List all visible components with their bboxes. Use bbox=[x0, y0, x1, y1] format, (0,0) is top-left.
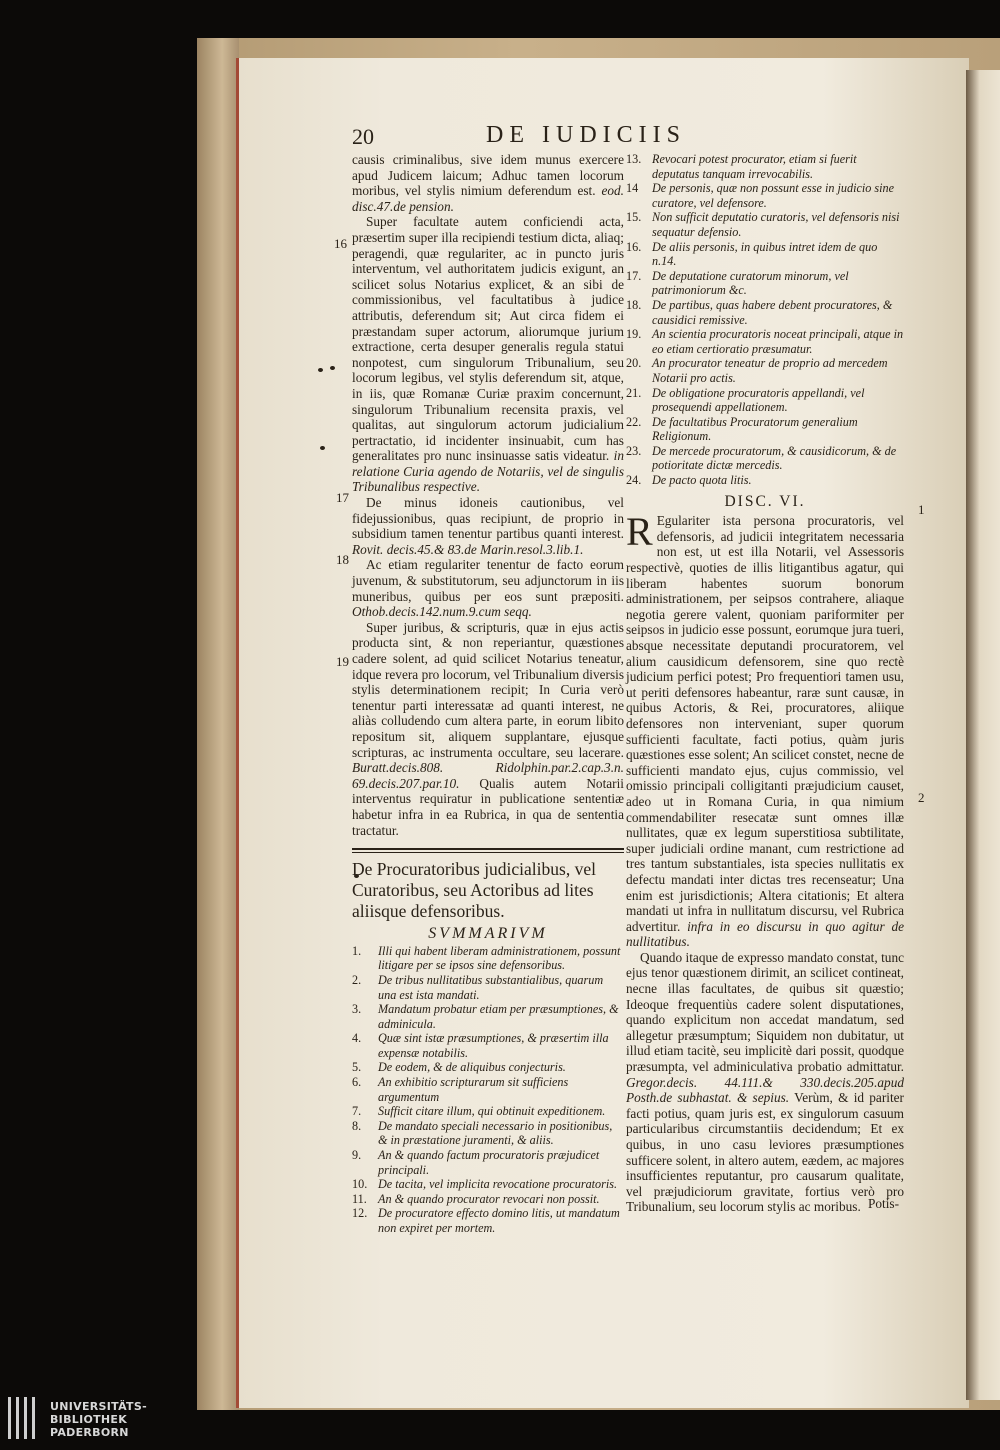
summary-number: 20. bbox=[626, 356, 642, 371]
library-logo-icon bbox=[8, 1397, 38, 1439]
paragraph: De minus idoneis cautionibus, vel fidejussionibus, quas recipiunt, de proprio in subsidium tamen tenentur partibus quanti interest. Rovit. decis.45.& 83.de Marin.resol.3.lib.1. bbox=[352, 495, 624, 557]
summary-item bbox=[352, 1031, 624, 1060]
summary-item bbox=[352, 1060, 624, 1075]
paragraph: causis criminalibus, sive idem munus exercere apud Judicem laicum; Adhuc tamen locorum moribus, vel stylis nimium deferendum est. eod. disc.47.de pension. bbox=[352, 152, 625, 214]
ink-mark bbox=[318, 368, 323, 372]
summary-item bbox=[352, 1148, 624, 1177]
summary-item bbox=[626, 444, 904, 473]
summary-number: 17. bbox=[626, 268, 642, 283]
summary-item bbox=[626, 152, 904, 181]
margin-note: 17 bbox=[336, 490, 349, 505]
summary-text: An scientia procuratoris noceat principali, atque in eo etiam certioratio præsumatur. bbox=[652, 327, 904, 356]
summary-text: De partibus, quas habere debent procuratores, & causidici remissive. bbox=[652, 297, 893, 327]
summary-list bbox=[352, 944, 624, 1236]
summary-item bbox=[352, 1075, 624, 1104]
paragraph: R Egulariter ista persona procuratoris, vel defensoris, ad judicii integritatem necessaria non est, ut est illa Notarii, vel Assessoris respectivè, quoties de illis litigantibus agatur, qui liberam habentes suorum bonorum administrationem, per seipsos contrahere, aliaque negotia gerere valent, quoniam pariformiter per seipsos in judicio esse possunt, eorumque jura tueri, absque necessitate deputandi procuratorem, vel alium causidicum defensorem, sine quo rectè judicium perfici potest; Pro frequentiori tamen usu, ut periti defensores habeantur, raræ sunt causæ, in quibus Actoris, & Rei, procuratores, aliique defensores non interveniant, super quorum sufficienti facultate, facti potius, quàm juris quæstiones esse solent; An scilicet constet, necne de sufficienti mandato ejus, cujus commissio, vel omissio principali colligitanti præjudicium causet, adeo ut in Romana Curia, in qua nimium commendabiliter resecatæ sunt omnes illæ nullitates, quæ ex legum superstitiosa subtilitate, super judiciali ordine manant, cum restrictione ad tres tantum substantiales, ista species nullitatis ex defectu mandati inter dictas tres recenseatur; Una enim est jurisdictionis; Altera citationis; Et altera mandati ut infra in nullitatum discursu, vel Rubrica advertitur. infra in eo discursu in quo agitur de nullitatibus. bbox=[626, 509, 905, 950]
summary-number: 11. bbox=[352, 1191, 367, 1206]
summary-item bbox=[626, 415, 904, 444]
summary-number: 13. bbox=[626, 152, 642, 166]
summary-number: 4. bbox=[352, 1031, 362, 1046]
summary-item bbox=[626, 356, 904, 385]
summary-text: Non sufficit deputatio curatoris, vel defensoris nisi sequatur defensio. bbox=[652, 210, 900, 239]
summarium-heading: SVMMARIVM bbox=[428, 925, 548, 943]
summary-text: An exhibitio scripturarum sit sufficiens argumentum bbox=[378, 1075, 569, 1104]
discourse-title: DISC. VI. bbox=[724, 492, 806, 510]
summary-number: 14 bbox=[626, 181, 639, 196]
summary-text: De tribus nullitatibus substantialibus, quarum una est ista mandati. bbox=[378, 972, 604, 1002]
summary-text: De mercede procuratorum, & causidicorum, & de potioritate dictæ mercedis. bbox=[652, 443, 897, 473]
margin-note: 18 bbox=[336, 552, 349, 567]
summary-text: An & quando procurator revocari non possit. bbox=[378, 1191, 600, 1206]
summary-text: Sufficit citare illum, qui obtinuit expeditionem. bbox=[378, 1104, 606, 1119]
right-column bbox=[626, 152, 904, 1215]
paragraph: Quando itaque de expresso mandato constat, tunc ejus tenor quæstionem dirimit, an scilicet contineat, necne illas facultates, de quibus sit quæstio; Ideoque frequentiùs cadere solent disputationes, quando explicitum non accedat mandatum, sed allegetur præsumptum; Siquidem non dubitatur, ut illud etiam tacitè, seu implicitè dari possit, quodque præsumpta, vel adminiculativa probatio admittatur. Gregor.decis. 44.111.& 330.decis.205.apud Posth.de subhastat. & sepius. Verùm, & id pariter facti potius, quam juris est, ex singulorum casuum particularibus circumstantiis decidendum; Et ex quibus, in uno casu leviores præsumptiones sufficere solent, in altero autem, eædem, ac majores insufficientes reputantur, pro causarum qualitate, vel præjudiciorum gravitate, fortius verò pro Tribunalium, seu locorum stylis ac moribus. bbox=[626, 949, 904, 1215]
paragraph: Super juribus, & scripturis, quæ in ejus actis producta sint, & non reperiantur, quæstiones cadere solent, ad quid scilicet Notarius teneatur, idque revera pro locorum, vel Tribunalium diversis stylis determinationem recipit; In Curia verò tenentur parti interessatæ ad quanti interest, ne aliàs colludendo cum altera parte, in eorum libito repositum sit, aliquem supplantare, ejusque scripturas, ac instrumenta occultare, seu lacerare. Buratt.decis.808. Ridolphin.par.2.cap.3.n. 69.decis.207.par.10. Qualis autem Notarii interventus requiratur in publicatione sententiæ habetur infra in ea Rubrica, in qua de sententia tractatur. bbox=[352, 619, 624, 838]
summary-item bbox=[626, 181, 904, 210]
summary-item bbox=[352, 944, 624, 973]
summary-number: 22. bbox=[626, 414, 642, 429]
summary-item bbox=[352, 973, 624, 1002]
library-logo-text: UNIVERSITÄTS- BIBLIOTHEK PADERBORN bbox=[50, 1400, 147, 1439]
ink-mark bbox=[330, 366, 335, 370]
summary-number: 5. bbox=[352, 1060, 362, 1075]
summary-text: De tacita, vel implicita revocatione procuratoris. bbox=[378, 1177, 618, 1192]
summary-number: 19. bbox=[626, 327, 642, 342]
ink-mark bbox=[320, 446, 325, 450]
margin-note: 16 bbox=[334, 236, 347, 251]
summary-item bbox=[352, 1119, 624, 1148]
running-head: DE IUDICIIS bbox=[486, 122, 686, 148]
summary-text: Mandatum probatur etiam per præsumptiones, & adminicula. bbox=[378, 1002, 619, 1031]
summary-item bbox=[626, 210, 904, 239]
margin-note: 19 bbox=[336, 654, 349, 669]
facing-page-edge bbox=[966, 70, 1000, 1400]
summary-item bbox=[352, 1192, 624, 1207]
summary-text: De procuratore effecto domino litis, ut mandatum non expiret per mortem. bbox=[378, 1206, 620, 1235]
summary-text: De eodem, & de aliquibus conjecturis. bbox=[378, 1060, 566, 1075]
summary-text: An procurator teneatur de proprio ad mercedem Notarii pro actis. bbox=[652, 356, 888, 385]
summary-text: Revocari potest procurator, etiam si fuerit deputatus tanquam irrevocabilis. bbox=[652, 152, 857, 181]
summary-list bbox=[626, 152, 904, 488]
summary-number: 9. bbox=[352, 1148, 362, 1163]
summary-number: 21. bbox=[626, 385, 642, 400]
summary-text: De pacto quota litis. bbox=[652, 473, 752, 488]
summary-number: 6. bbox=[352, 1075, 362, 1090]
catchword: Potis- bbox=[868, 1196, 900, 1211]
summary-text: De aliis personis, in quibus intret idem de quo n.14. bbox=[652, 239, 878, 269]
summary-text: De mandato speciali necessario in positionibus, & in præstatione juramenti, & aliis. bbox=[378, 1118, 613, 1148]
summary-number: 24. bbox=[626, 473, 642, 488]
paragraph: Super facultate autem conficiendi acta, præsertim super illa recipiendi testium dicta, aliaq; peragendi, quæ regulariter, ac in puncto juris interventum, vel authoritatem judicis exigunt, an scilicet solus Notarius explicet, & an sibi de commissionibus, vel facultatibus à judice attributis, deferendum sit; Aut circa fidem ei præstandam super actorum, aliorumque jurium extractione, certa desuper generalis regula statui nonpotest, cum singulorum Tribunalium, seu locorum legibus, vel stylis deferendum sit, atque, in iis, quæ Romanæ Curiæ praxim concernunt, singulorum Tribunalium recensita praxis, vel qualitas, aut singulorum actorum judicialium pertractatio, id incidenter insinuabit, cum has generalitates pro nunc insinuasse satis videatur. in relatione Curia agendo de Notariis, vel de singulis Tribunalibus respective. bbox=[352, 214, 624, 495]
summary-item bbox=[352, 1177, 624, 1192]
summary-number: 12. bbox=[352, 1206, 368, 1221]
left-column bbox=[352, 152, 624, 1236]
summary-number: 18. bbox=[626, 297, 642, 312]
drop-cap: R bbox=[626, 509, 653, 555]
margin-note: 2 bbox=[918, 790, 925, 805]
book-spine bbox=[197, 38, 239, 1410]
summary-item bbox=[352, 1104, 624, 1119]
section-rule bbox=[352, 848, 624, 853]
summary-number: 10. bbox=[352, 1177, 368, 1192]
summary-text: Quæ sint istæ præsumptiones, & præsertim illa expensæ notabilis. bbox=[378, 1031, 609, 1060]
summary-item bbox=[626, 473, 904, 488]
summary-number: 1. bbox=[352, 943, 362, 958]
summary-text: De facultatibus Procuratorum generalium Religionum. bbox=[652, 414, 858, 444]
margin-note: 1 bbox=[918, 502, 925, 517]
page-number: 20 bbox=[352, 124, 374, 149]
summary-item bbox=[626, 240, 904, 269]
summary-text: De deputatione curatorum minorum, vel patrimoniorum &c. bbox=[652, 268, 849, 298]
summary-number: 23. bbox=[626, 443, 642, 458]
summary-number: 2. bbox=[352, 972, 362, 987]
summary-number: 3. bbox=[352, 1002, 362, 1017]
summary-item bbox=[626, 298, 904, 327]
summary-item bbox=[626, 386, 904, 415]
summary-number: 16. bbox=[626, 239, 642, 254]
summary-text: An & quando factum procuratoris præjudicet principali. bbox=[378, 1148, 600, 1177]
summary-text: Illi qui habent liberam administrationem, possunt litigare per se ipsos sine defensoribus. bbox=[378, 943, 621, 973]
summary-item bbox=[352, 1002, 624, 1031]
summary-item bbox=[626, 327, 904, 356]
summary-number: 7. bbox=[352, 1104, 362, 1119]
summary-text: De obligatione procuratoris appellandi, vel prosequendi appellationem. bbox=[652, 385, 865, 415]
summary-text: De personis, quæ non possunt esse in judicio sine curatore, vel defensore. bbox=[652, 181, 895, 210]
paragraph: Ac etiam regulariter tenentur de facto eorum juvenum, & substitutorum, seu adjunctorum in iis muneribus, quibus per eos sunt præpositi. Othob.decis.142.num.9.cum seqq. bbox=[352, 557, 624, 620]
summary-number: 8. bbox=[352, 1118, 362, 1133]
summary-item bbox=[352, 1206, 624, 1235]
section-title: De Procuratoribus judicialibus, vel Curatoribus, seu Actoribus ad lites aliisque defensoribus. bbox=[352, 859, 596, 922]
summary-item bbox=[626, 269, 904, 298]
summary-number: 15. bbox=[626, 210, 642, 225]
